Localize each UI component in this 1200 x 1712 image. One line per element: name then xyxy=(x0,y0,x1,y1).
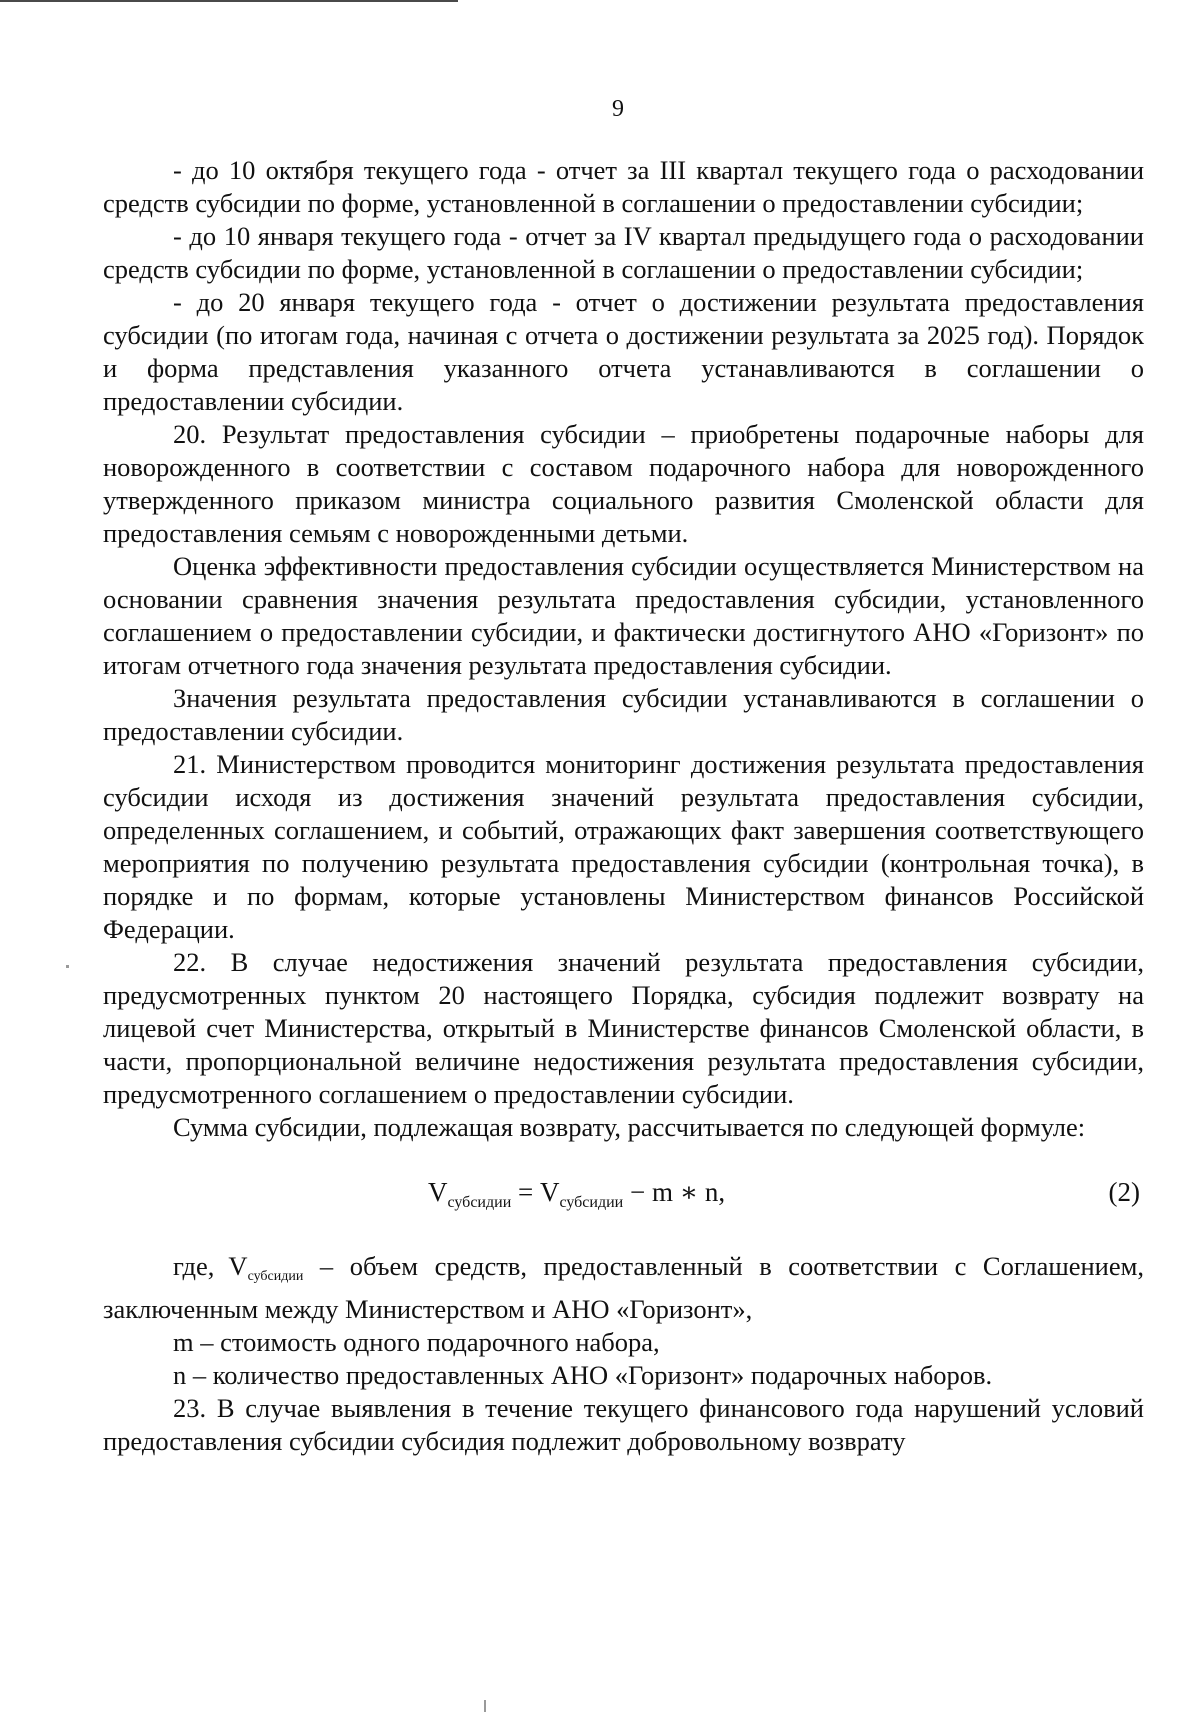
formula-v-left: V xyxy=(428,1177,448,1207)
formula-expression xyxy=(428,1176,725,1219)
paragraph-report-result: - до 20 января текущего года - отчет о достижении результата предоставления субсидии (по итогам года, начиная с отчета о достижении результата за 2025 год). Порядок и форма представления указанного отчета устанавливаются в соглашении о предоставлении субсидии. xyxy=(103,287,1144,416)
scan-artifact-bottom xyxy=(484,1700,486,1712)
formula-rest: − m ∗ n, xyxy=(629,1177,726,1207)
where-text: объем средств, предоставленный в соответствии с Соглашением, заключенным между Министерством и АНО «Горизонт», xyxy=(103,1251,1145,1324)
where-v: V xyxy=(228,1251,248,1281)
scan-artifact-left xyxy=(66,965,69,968)
paragraph-m-definition: m – стоимость одного подарочного набора, xyxy=(173,1327,660,1357)
paragraph-21: 21. Министерством проводится мониторинг достижения результата предоставления субсидии исходя из достижения значений результата предоставления субсидии, определенных соглашением, и событий, отражающих факт завершения соответствующего мероприятия по получению результата предоставления субсидии (контрольная точка), в порядке и по формам, которые установлены Министерством финансов Российской Федерации. xyxy=(103,749,1144,944)
formula-2 xyxy=(103,1172,1144,1220)
formula-subscript-left: субсидии xyxy=(447,1194,512,1211)
paragraph-where xyxy=(103,1250,1144,1326)
paragraph-result-values: Значения результата предоставления субсидии устанавливаются в соглашении о предоставлении субсидии. xyxy=(103,683,1144,746)
paragraph-20: 20. Результат предоставления субсидии – приобретены подарочные наборы для новорожденного в соответствии с составом подарочного набора для новорожденного утвержденного приказом министра социального развития Смоленской области для предоставления семьям с новорожденными детьми. xyxy=(103,419,1144,548)
formula-v-right: V xyxy=(539,1177,560,1207)
paragraph-report-q3: - до 10 октября текущего года - отчет за III квартал текущего года о расходовании средств субсидии по форме, установленной в соглашении о предоставлении субсидии; xyxy=(103,155,1144,218)
paragraph-evaluation: Оценка эффективности предоставления субсидии осуществляется Министерством на основании сравнения значения результата предоставления субсидии, установленного соглашением о предоставлении субсидии, и фактически достигнутого АНО «Горизонт» по итогам отчетного года значения результата предоставления субсидии. xyxy=(103,551,1144,680)
where-lead: где, xyxy=(173,1251,215,1281)
paragraph-report-q4: - до 10 января текущего года - отчет за IV квартал предыдущего года о расходовании средств субсидии по форме, установленной в соглашении о предоставлении субсидии; xyxy=(103,221,1144,284)
page-number: 9 xyxy=(612,96,624,122)
formula-number: (2) xyxy=(1108,1177,1140,1207)
paragraph-formula-intro: Сумма субсидии, подлежащая возврату, рассчитывается по следующей формуле: xyxy=(173,1112,1086,1142)
where-dash: – xyxy=(319,1251,334,1281)
scan-top-line xyxy=(0,0,458,2)
paragraph-n-definition: n – количество предоставленных АНО «Горизонт» подарочных наборов. xyxy=(173,1360,993,1390)
paragraph-23: 23. В случае выявления в течение текущего финансового года нарушений условий предоставления субсидии субсидия подлежит добровольному возврату xyxy=(103,1393,1144,1456)
paragraph-22: 22. В случае недостижения значений результата предоставления субсидии, предусмотренных пунктом 20 настоящего Порядка, субсидия подлежит возврату на лицевой счет Министерства, открытый в Министерстве финансов Смоленской области, в части, пропорциональной величине недостижения результата предоставления субсидии, предусмотренного соглашением о предоставлении субсидии. xyxy=(103,947,1144,1109)
formula-equals: = xyxy=(518,1177,534,1207)
document-body xyxy=(103,154,1144,1458)
formula-subscript-right: субсидии xyxy=(559,1194,624,1211)
where-subscript: субсидии xyxy=(247,1269,304,1284)
